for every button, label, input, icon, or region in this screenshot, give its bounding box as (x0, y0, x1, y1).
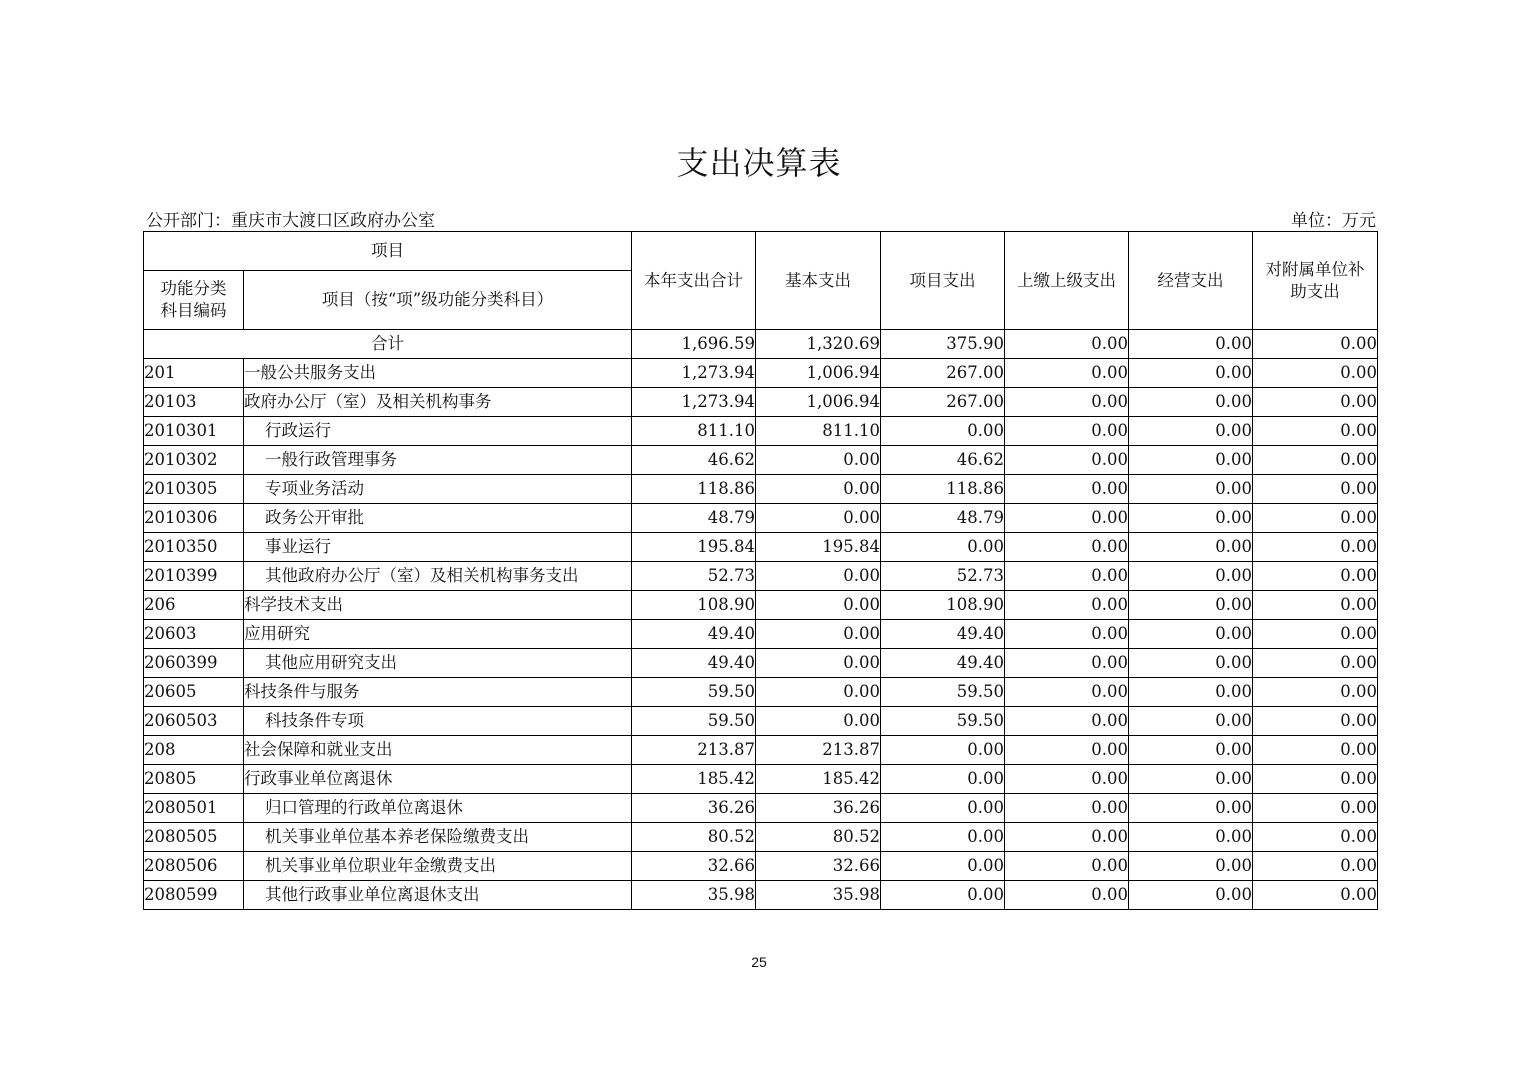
row-value: 0.00 (1129, 620, 1253, 649)
row-value: 0.00 (1253, 417, 1378, 446)
total-value: 1,696.59 (632, 330, 756, 359)
row-name: 科技条件专项 (244, 707, 632, 736)
row-value: 0.00 (1253, 707, 1378, 736)
row-value: 0.00 (1129, 359, 1253, 388)
row-code: 201 (144, 359, 244, 388)
row-name: 行政事业单位离退休 (244, 765, 632, 794)
row-value: 35.98 (632, 881, 756, 910)
row-value: 0.00 (1253, 649, 1378, 678)
row-value: 0.00 (1005, 736, 1129, 765)
row-value: 48.79 (881, 504, 1005, 533)
row-value: 0.00 (756, 475, 881, 504)
row-value: 32.66 (756, 852, 881, 881)
row-value: 0.00 (1253, 359, 1378, 388)
row-value: 0.00 (1005, 562, 1129, 591)
header-subsidy: 对附属单位补助支出 (1253, 232, 1378, 330)
row-value: 0.00 (1005, 823, 1129, 852)
row-value: 0.00 (1129, 475, 1253, 504)
row-code: 206 (144, 591, 244, 620)
row-value: 1,273.94 (632, 388, 756, 417)
header-basic: 基本支出 (756, 232, 881, 330)
row-value: 108.90 (632, 591, 756, 620)
row-value: 0.00 (881, 736, 1005, 765)
row-value: 46.62 (632, 446, 756, 475)
row-value: 0.00 (1005, 852, 1129, 881)
row-value: 0.00 (1253, 504, 1378, 533)
row-value: 52.73 (881, 562, 1005, 591)
row-value: 49.40 (632, 649, 756, 678)
row-value: 0.00 (1129, 533, 1253, 562)
row-value: 0.00 (881, 417, 1005, 446)
table-row (144, 388, 1378, 417)
row-value: 0.00 (1253, 446, 1378, 475)
row-name: 政府办公厅（室）及相关机构事务 (244, 388, 632, 417)
row-value: 0.00 (1253, 823, 1378, 852)
row-code: 2080506 (144, 852, 244, 881)
row-value: 185.42 (632, 765, 756, 794)
header-project: 项目支出 (881, 232, 1005, 330)
row-value: 0.00 (1253, 620, 1378, 649)
row-code: 20805 (144, 765, 244, 794)
table-row (144, 475, 1378, 504)
department-label: 公开部门：重庆市大渡口区政府办公室 (146, 211, 435, 231)
row-code: 2010301 (144, 417, 244, 446)
row-value: 0.00 (1005, 388, 1129, 417)
table-row (144, 736, 1378, 765)
table-row (144, 678, 1378, 707)
row-value: 46.62 (881, 446, 1005, 475)
table-row (144, 504, 1378, 533)
row-code: 2060399 (144, 649, 244, 678)
row-code: 2080501 (144, 794, 244, 823)
header-business: 经营支出 (1129, 232, 1253, 330)
row-value: 811.10 (632, 417, 756, 446)
row-value: 0.00 (1005, 446, 1129, 475)
row-value: 0.00 (1005, 359, 1129, 388)
row-name: 专项业务活动 (244, 475, 632, 504)
row-value: 0.00 (1129, 562, 1253, 591)
row-value: 195.84 (632, 533, 756, 562)
table-row (144, 765, 1378, 794)
row-value: 0.00 (881, 765, 1005, 794)
row-name: 社会保障和就业支出 (244, 736, 632, 765)
row-value: 0.00 (1129, 794, 1253, 823)
row-value: 0.00 (1005, 707, 1129, 736)
row-value: 118.86 (881, 475, 1005, 504)
row-value: 0.00 (756, 504, 881, 533)
row-value: 36.26 (632, 794, 756, 823)
row-value: 0.00 (1129, 446, 1253, 475)
total-value: 1,320.69 (756, 330, 881, 359)
row-value: 0.00 (881, 823, 1005, 852)
row-value: 195.84 (756, 533, 881, 562)
row-name: 一般公共服务支出 (244, 359, 632, 388)
row-value: 0.00 (881, 794, 1005, 823)
row-value: 0.00 (756, 649, 881, 678)
table-row (144, 533, 1378, 562)
row-value: 0.00 (1005, 620, 1129, 649)
row-value: 0.00 (1129, 823, 1253, 852)
row-value: 49.40 (881, 649, 1005, 678)
total-row (144, 330, 1378, 359)
header-superior: 上缴上级支出 (1005, 232, 1129, 330)
row-value: 80.52 (756, 823, 881, 852)
row-code: 2010306 (144, 504, 244, 533)
expenditure-table (143, 231, 1378, 910)
row-value: 0.00 (1253, 678, 1378, 707)
row-code: 2060503 (144, 707, 244, 736)
row-name: 一般行政管理事务 (244, 446, 632, 475)
row-value: 0.00 (1253, 765, 1378, 794)
row-value: 811.10 (756, 417, 881, 446)
row-value: 0.00 (881, 881, 1005, 910)
table-row (144, 707, 1378, 736)
header-row-1 (144, 232, 1378, 271)
row-value: 0.00 (756, 446, 881, 475)
row-name: 事业运行 (244, 533, 632, 562)
header-item: 项目 (144, 232, 632, 271)
row-value: 0.00 (1129, 852, 1253, 881)
row-value: 118.86 (632, 475, 756, 504)
row-value: 0.00 (756, 620, 881, 649)
table-row (144, 417, 1378, 446)
row-value: 0.00 (756, 591, 881, 620)
row-value: 0.00 (1253, 475, 1378, 504)
table-row (144, 562, 1378, 591)
row-value: 0.00 (881, 852, 1005, 881)
row-value: 52.73 (632, 562, 756, 591)
row-value: 49.40 (632, 620, 756, 649)
row-value: 48.79 (632, 504, 756, 533)
row-code: 208 (144, 736, 244, 765)
row-value: 0.00 (756, 678, 881, 707)
page-number: 25 (751, 954, 767, 970)
row-name: 应用研究 (244, 620, 632, 649)
row-value: 0.00 (1005, 591, 1129, 620)
row-value: 1,006.94 (756, 359, 881, 388)
row-name: 科学技术支出 (244, 591, 632, 620)
total-value: 0.00 (1005, 330, 1129, 359)
row-value: 0.00 (1129, 707, 1253, 736)
table-row (144, 620, 1378, 649)
row-value: 59.50 (632, 707, 756, 736)
row-value: 108.90 (881, 591, 1005, 620)
total-value: 375.90 (881, 330, 1005, 359)
row-value: 213.87 (756, 736, 881, 765)
table-row (144, 823, 1378, 852)
row-name: 其他行政事业单位离退休支出 (244, 881, 632, 910)
row-value: 1,006.94 (756, 388, 881, 417)
row-value: 0.00 (1005, 881, 1129, 910)
row-value: 49.40 (881, 620, 1005, 649)
row-value: 0.00 (1129, 736, 1253, 765)
row-value: 0.00 (1129, 649, 1253, 678)
row-value: 59.50 (881, 678, 1005, 707)
row-code: 20103 (144, 388, 244, 417)
row-value: 0.00 (1253, 591, 1378, 620)
row-value: 0.00 (756, 707, 881, 736)
table-row (144, 852, 1378, 881)
page-title: 支出决算表 (676, 144, 842, 182)
row-name: 机关事业单位职业年金缴费支出 (244, 852, 632, 881)
row-value: 0.00 (1005, 475, 1129, 504)
header-code: 功能分类科目编码 (144, 271, 244, 330)
row-value: 0.00 (1005, 504, 1129, 533)
row-value: 59.50 (881, 707, 1005, 736)
table-row (144, 446, 1378, 475)
row-name: 政务公开审批 (244, 504, 632, 533)
row-value: 267.00 (881, 388, 1005, 417)
row-code: 2080599 (144, 881, 244, 910)
row-value: 0.00 (1129, 881, 1253, 910)
row-name: 其他应用研究支出 (244, 649, 632, 678)
row-value: 0.00 (1129, 678, 1253, 707)
unit-label: 单位：万元 (1291, 211, 1376, 231)
row-value: 80.52 (632, 823, 756, 852)
total-label: 合计 (144, 330, 632, 359)
row-value: 0.00 (1253, 881, 1378, 910)
row-value: 1,273.94 (632, 359, 756, 388)
row-value: 0.00 (1005, 533, 1129, 562)
row-name: 归口管理的行政单位离退休 (244, 794, 632, 823)
row-code: 2010305 (144, 475, 244, 504)
row-code: 2010302 (144, 446, 244, 475)
row-value: 0.00 (1129, 765, 1253, 794)
row-value: 0.00 (1129, 417, 1253, 446)
row-value: 32.66 (632, 852, 756, 881)
row-value: 0.00 (1129, 388, 1253, 417)
table-row (144, 881, 1378, 910)
row-code: 2010350 (144, 533, 244, 562)
row-value: 0.00 (1129, 504, 1253, 533)
row-name: 行政运行 (244, 417, 632, 446)
row-value: 267.00 (881, 359, 1005, 388)
row-code: 2010399 (144, 562, 244, 591)
row-value: 0.00 (1005, 678, 1129, 707)
total-value: 0.00 (1129, 330, 1253, 359)
row-name: 其他政府办公厅（室）及相关机构事务支出 (244, 562, 632, 591)
row-value: 0.00 (1253, 736, 1378, 765)
row-value: 0.00 (1253, 562, 1378, 591)
table-row (144, 794, 1378, 823)
row-code: 20603 (144, 620, 244, 649)
row-value: 0.00 (1253, 852, 1378, 881)
row-value: 0.00 (1005, 417, 1129, 446)
row-value: 59.50 (632, 678, 756, 707)
table-row (144, 649, 1378, 678)
row-value: 0.00 (1005, 765, 1129, 794)
row-value: 0.00 (1129, 591, 1253, 620)
row-code: 2080505 (144, 823, 244, 852)
row-value: 213.87 (632, 736, 756, 765)
row-name: 科技条件与服务 (244, 678, 632, 707)
total-value: 0.00 (1253, 330, 1378, 359)
row-name: 机关事业单位基本养老保险缴费支出 (244, 823, 632, 852)
row-value: 0.00 (1005, 794, 1129, 823)
row-value: 0.00 (1253, 533, 1378, 562)
row-value: 0.00 (1253, 388, 1378, 417)
row-value: 0.00 (1005, 649, 1129, 678)
row-value: 185.42 (756, 765, 881, 794)
table-row (144, 359, 1378, 388)
row-value: 0.00 (1253, 794, 1378, 823)
row-value: 35.98 (756, 881, 881, 910)
header-name: 项目（按“项”级功能分类科目） (244, 271, 632, 330)
row-value: 0.00 (756, 562, 881, 591)
row-value: 36.26 (756, 794, 881, 823)
row-code: 20605 (144, 678, 244, 707)
row-value: 0.00 (881, 533, 1005, 562)
table-row (144, 591, 1378, 620)
header-total: 本年支出合计 (632, 232, 756, 330)
